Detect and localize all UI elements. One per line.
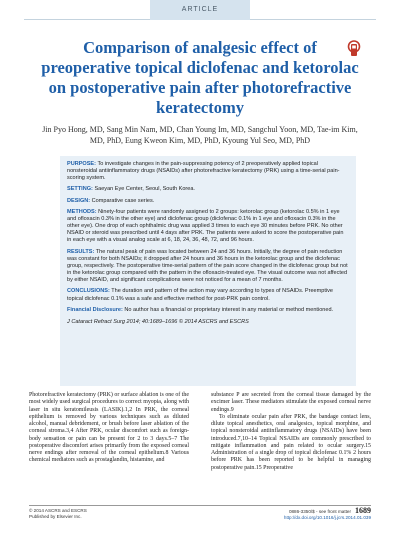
design-label: DESIGN: [67, 197, 91, 204]
purpose-text: To investigate changes in the pain-suppressing potency of 2 preoperatively applied topical nonsteroidal antiinflammatory drugs (NSAIDs) after photorefractive keratectomy (PRK) using a time-serial pain-scoring system. [67, 161, 340, 182]
setting-text: Saeyan Eye Center, Seoul, South Korea. [94, 186, 195, 193]
abstract-box [60, 156, 356, 386]
footer-right [284, 508, 371, 521]
copyright-text: © 2014 ASCRS and ESCRS [29, 508, 87, 513]
author-list: Jin Pyo Hong, MD, Sang Min Nam, MD, Chan Young Im, MD, Sangchul Yoon, MD, Tae-im Kim, MD, PhD, Eung Kweon Kim, MD, PhD, Kyoung Yul Seo, MD, PhD [42, 125, 358, 145]
methods-label: METHODS: [67, 208, 97, 215]
publisher-text: Published by Elsevier Inc. [29, 514, 82, 519]
footer-left [29, 508, 87, 520]
setting-label: SETTING: [67, 186, 93, 193]
conclusions-text: The duration and pattern of the action may vary according to types of NSAIDs. Preemptive topical diclofenac 0.1% was a safe and effective method for post-PRK pain control. [67, 288, 333, 302]
body-paragraph: Photorefractive keratectomy (PRK) or surface ablation is one of the most widely used surgical procedures to correct myopia, along with laser in situ keratomileusis (LASIK).1,2 In PRK, the corneal epithelium is removed by various techniques such as diluted alcohol, manual debridement, or brush before laser ablation of the corneal stroma.3,4 After PRK, ocular discomfort such as foreign-body sensation or pain can be present for 2 to 3 days.5–7 The postoperative discomfort arises primarily from the exposed corneal nerve endings after removal of the corneal epithelium.8 Various chemical mediators such as prostaglandin, histamine, and [29, 392, 189, 464]
abstract-purpose [67, 161, 349, 182]
body-paragraph: substance P are secreted from the corneal tissue damaged by the excimer laser. These mediators stimulate the exposed corneal nerve endings.9 [211, 392, 371, 413]
footer-rule [29, 505, 371, 506]
abstract-citation: J Cataract Refract Surg 2014; 40:1689–1696 © 2014 ASCRS and ESCRS [67, 318, 249, 325]
abstract-conclusions [67, 288, 349, 302]
disclosure-label: Financial Disclosure: [67, 306, 123, 313]
abstract-disclosure [67, 307, 349, 314]
abstract-setting [67, 186, 349, 193]
abstract-design [67, 198, 349, 205]
section-label: ARTICLE [150, 0, 250, 20]
body-paragraph: To eliminate ocular pain after PRK, the bandage contact lens, dilute topical anesthetics, oral analgesics, topical morphine, and topical nonsteroidal antiinflammatory drugs (NSAIDs) have been introduced.7,10–14 Topical NSAIDs are commonly prescribed to mitigate inflammation and pain related to ocular surgery.15 Administration of a single drop of topical diclofenac 0.1% 2 hours before PRK has been reported to be helpful in managing postoperative pain.15 Preoperative [211, 413, 371, 471]
page-number: 1689 [355, 506, 371, 515]
methods-text: Ninety-four patients were randomly assigned to 2 groups: ketorolac group (ketorolac 0.5% in 1 eye and ofloxacin 0.3% in the other eye) and diclofenac group (diclofenac 0.1% in 1 eye and ofloxacin 0.3% in the other eye). One drop of each ophthalmic drug was applied 3 times to each eye 30 minutes before PRK. No other NSAID or steroid was prescribed until 4 days after PRK. The patients were asked to score the postoperative pain in each eye with a visual analog scale at 6, 18, 24, 36, 48, 72, and 96 hours. [67, 208, 344, 244]
body-column-right [211, 392, 371, 472]
article-title: Comparison of analgesic effect of preoperative topical diclofenac and ketorolac on postoperative pain after photorefractive keratectomy [41, 38, 359, 117]
design-text: Comparative case series. [91, 197, 155, 204]
abstract-results [67, 249, 349, 285]
doi-link[interactable]: http://dx.doi.org/10.1016/j.jcrs.2014.01.039 [283, 515, 371, 520]
abstract-methods [67, 209, 349, 245]
purpose-label: PURPOSE: [67, 161, 96, 167]
results-text: The natural peak of pain was located between 24 and 36 hours. Initially, the degree of pain reduction was constant for both NSAIDs; it dropped after 24 hours and 36 hours in the ketorolac group and the diclofenac group, respectively. The postoperative time-serial pattern of the pain score changed in the diclofenac group but not in the ketorolac group compared with the pattern in the ofloxacin-treated eye. The visual outcome was not affected by either NSAID, and significant complications were not noticed for a mean of 7 months. [67, 248, 348, 284]
results-label: RESULTS: [67, 248, 95, 255]
body-column-left [29, 392, 189, 465]
disclosure-text: No author has a financial or proprietary interest in any material or method mentioned. [124, 306, 334, 313]
conclusions-label: CONCLUSIONS: [67, 288, 110, 295]
issn-text: 0886-3350/$ - see front matter [288, 509, 351, 514]
